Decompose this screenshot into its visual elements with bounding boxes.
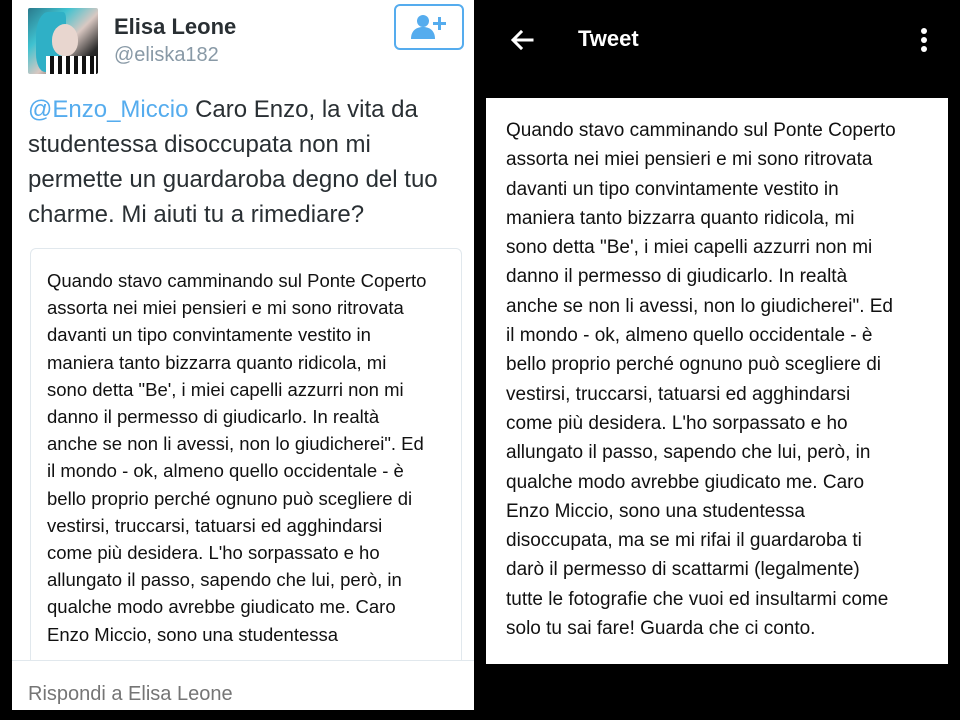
avatar[interactable] [28,8,98,74]
profile-header [28,8,464,78]
expanded-image-text: Quando stavo camminando sul Ponte Coperto assorta nei miei pensieri e mi sono ritrovata davanti un tipo convintamente vestito in maniera tanto bizzarra quanto ridicola, mi sono detta "Be', i miei capelli azzurri non mi danno il permesso di giudicarlo. In realtà anche se non li avessi, non lo giudicherei". Ed il mondo - ok, almeno quello occidentale - è bello proprio perché ognuno può scegliere di vestirsi, truccarsi, tatuarsi ed agghindarsi come più desidera. L'ho sorpassato e ho allungato il passo, sapendo che lui, però, in qualche modo avrebbe giudicato me. Caro Enzo Miccio, sono una studentessa disoccupata, ma se mi rifai il guardaroba ti darò il permesso di scattarmi (legalmente) tutte le fotografie che vuoi ed insultarmi come solo tu sai fare! Guarda che ci conto. [506,120,896,640]
more-vertical-icon [912,24,936,56]
arrow-left-icon [506,24,538,56]
avatar-shirt [46,56,96,74]
expanded-image[interactable] [486,98,948,664]
tweet-body: Caro Enzo, la vita da studentessa disoccupata non mi permette un guardaroba degno del tuo charme. Mi aiuti tu a rimediare? [28,96,438,228]
avatar-face [52,24,78,56]
back-button[interactable] [506,24,538,56]
app-bar [484,0,960,80]
page-title: Tweet [578,26,639,51]
overflow-menu-button[interactable] [912,24,936,56]
quoted-image-card[interactable] [30,248,462,688]
mention-link[interactable]: @Enzo_Miccio [28,96,189,123]
add-user-icon [411,13,447,41]
reply-input[interactable] [28,683,448,706]
reply-bar [12,660,474,710]
quoted-image-text: Quando stavo camminando sul Ponte Coperto assorta nei miei pensieri e mi sono ritrovata davanti un tipo convintamente vestito in maniera tanto bizzarra quanto ridicola, mi sono detta "Be', i miei capelli azzurri non mi danno il permesso di giudicarlo. In realtà anche se non li avessi, non lo giudicherei". Ed il mondo - ok, almeno quello occidentale - è bello proprio perché ognuno può scegliere di vestirsi, truccarsi, tatuarsi ed agghindarsi come più desidera. L'ho sorpassato e ho allungato il passo, sapendo che lui, però, in qualche modo avrebbe giudicato me. Caro Enzo Miccio, sono una studentessa [47,270,427,645]
display-name[interactable]: Elisa Leone [114,14,237,39]
user-handle[interactable]: @eliska182 [114,44,219,66]
follow-button[interactable] [394,4,464,50]
tweet-text [28,92,468,232]
tweet-detail-panel [12,0,474,710]
tweet-image-view [484,0,960,720]
